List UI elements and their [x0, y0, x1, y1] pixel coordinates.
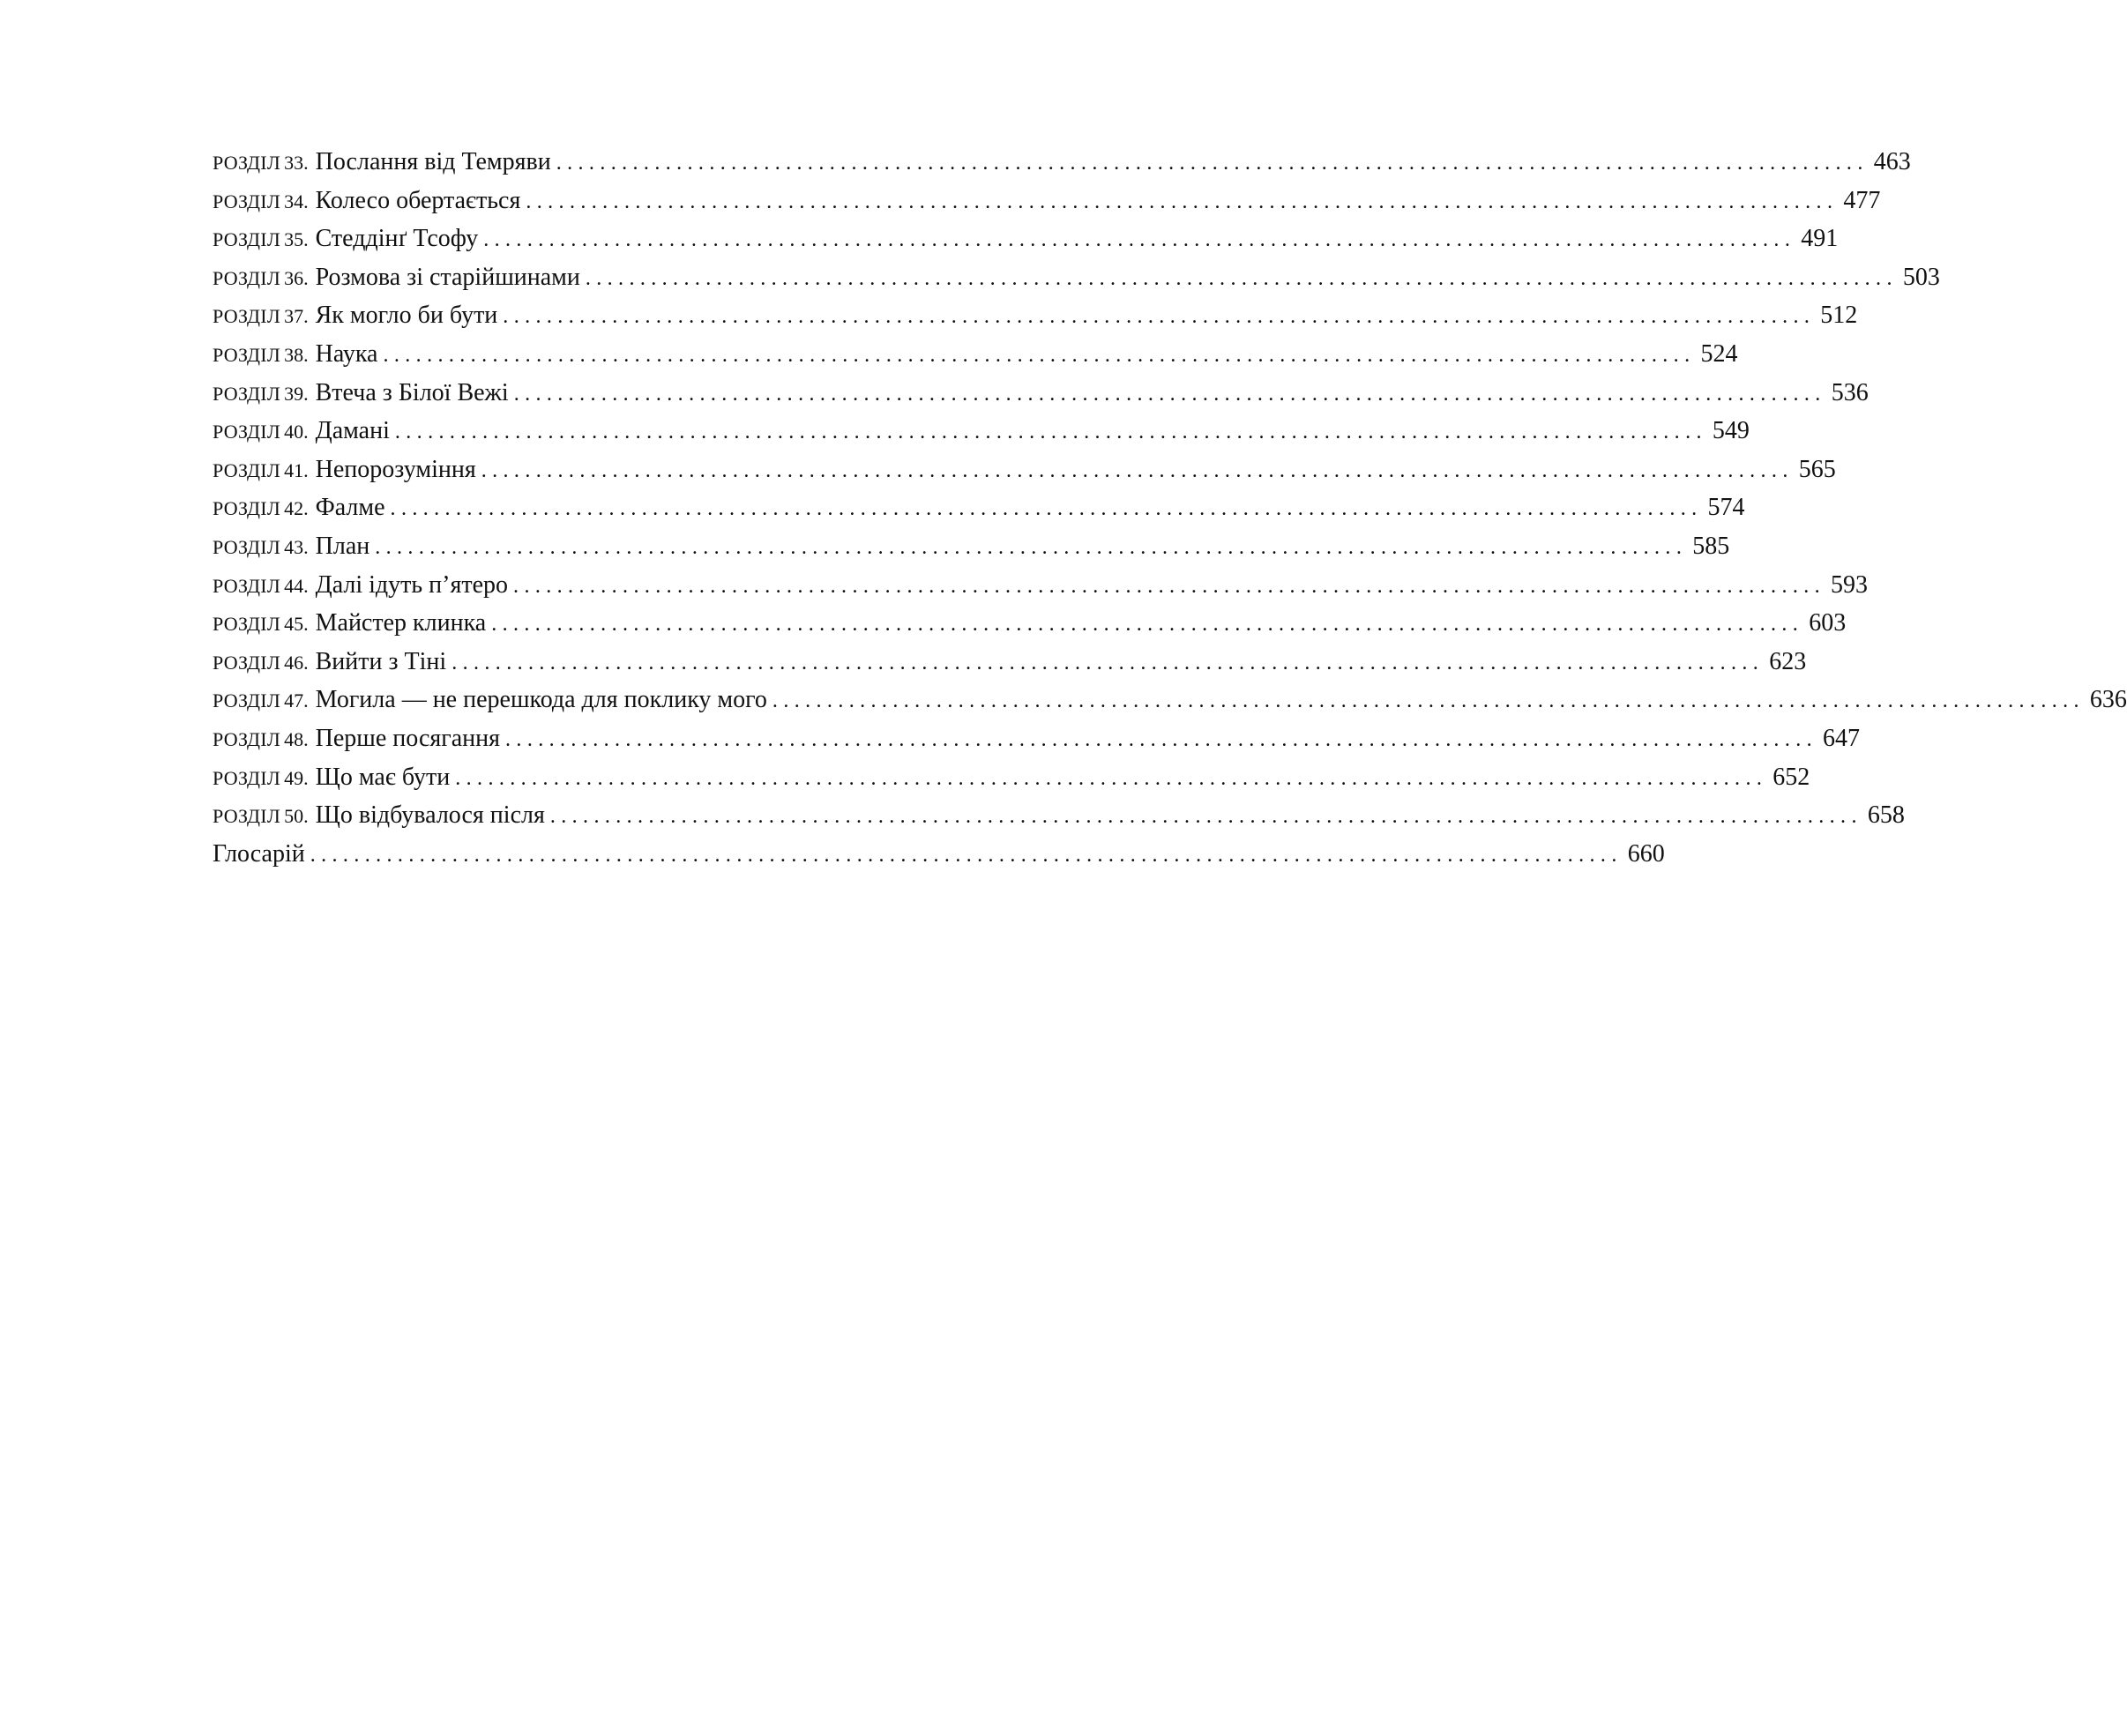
chapter-number-dot: .: [303, 458, 309, 481]
chapter-title: Що відбувалося після: [315, 801, 545, 830]
chapter-prefix: РОЗДІЛ: [213, 190, 281, 212]
toc-entry[interactable]: [213, 220, 1839, 258]
chapter-number: 49: [284, 766, 304, 789]
chapter-title: Вийти з Тіні: [315, 647, 447, 675]
chapter-number-dot: .: [303, 305, 309, 328]
chapter-title: Наука: [315, 339, 378, 368]
chapter-title: Розмова зі старійшинами: [315, 263, 580, 291]
toc-entry[interactable]: [213, 604, 1847, 643]
chapter-number-dot: .: [303, 651, 309, 674]
toc-entry[interactable]: [213, 296, 1858, 335]
page-number: 503: [1902, 263, 1940, 291]
chapter-number-dot: .: [303, 613, 309, 636]
toc-entry[interactable]: [213, 374, 1869, 413]
chapter-number-dot: .: [303, 574, 309, 597]
chapter-number: 48: [284, 727, 304, 750]
toc-entry[interactable]: [213, 258, 1940, 297]
chapter-prefix: РОЗДІЛ: [213, 382, 281, 405]
chapter-number: 34: [284, 190, 304, 212]
dot-leader: ........................................................................................................................: [383, 343, 1696, 367]
chapter-title: Майстер клинка: [315, 609, 487, 637]
chapter-number-dot: .: [303, 421, 309, 443]
glossary-title: Глосарій: [213, 839, 305, 868]
chapter-title: Непорозуміння: [315, 455, 476, 483]
page-number: 549: [1712, 417, 1750, 445]
page-number: 524: [1700, 339, 1738, 368]
chapter-prefix: РОЗДІЛ: [213, 766, 281, 789]
dot-leader: ........................................................................................................................: [310, 843, 1623, 867]
chapter-number: 46: [284, 651, 304, 674]
chapter-title: Перше посягання: [315, 724, 501, 752]
toc-entry[interactable]: [213, 643, 1807, 682]
chapter-title: Стеддінґ Тсофу: [315, 225, 479, 253]
dot-leader: ........................................................................................................................: [481, 458, 1794, 482]
toc-entry[interactable]: [213, 758, 1810, 797]
chapter-prefix: РОЗДІЛ: [213, 497, 281, 520]
chapter-number-dot: .: [303, 766, 309, 789]
dot-leader: ........................................................................................................................: [491, 613, 1804, 637]
chapter-number: 43: [284, 535, 304, 558]
dot-leader: ........................................................................................................................: [503, 305, 1816, 329]
toc-entry[interactable]: [213, 796, 1905, 835]
page-number: 603: [1809, 609, 1847, 637]
page-number: 636: [2089, 686, 2127, 714]
page-number: 512: [1820, 302, 1858, 330]
chapter-prefix: РОЗДІЛ: [213, 152, 281, 174]
dot-leader: ........................................................................................................................: [483, 228, 1796, 252]
dot-leader: ........................................................................................................................: [526, 190, 1839, 213]
chapter-prefix: РОЗДІЛ: [213, 689, 281, 712]
toc-entry[interactable]: [213, 566, 1869, 605]
chapter-prefix: РОЗДІЛ: [213, 228, 281, 251]
chapter-title: План: [315, 532, 370, 560]
page-number: 623: [1769, 647, 1807, 675]
dot-leader: ........................................................................................................................: [556, 152, 1869, 175]
chapter-title: Як могло би бути: [315, 302, 498, 330]
toc-entry[interactable]: [213, 681, 2127, 719]
dot-leader: ........................................................................................................................: [585, 266, 1898, 290]
chapter-title: Фалме: [315, 494, 385, 522]
chapter-number: 36: [284, 266, 304, 289]
page-number: 477: [1843, 186, 1881, 214]
page-number: 463: [1873, 148, 1911, 175]
page-number: 536: [1831, 378, 1869, 406]
chapter-prefix: РОЗДІЛ: [213, 651, 281, 674]
chapter-prefix: РОЗДІЛ: [213, 421, 281, 443]
dot-leader: ........................................................................................................................: [772, 689, 2085, 713]
chapter-number: 38: [284, 343, 304, 366]
chapter-number: 47: [284, 689, 304, 712]
chapter-prefix: РОЗДІЛ: [213, 805, 281, 828]
chapter-prefix: РОЗДІЛ: [213, 266, 281, 289]
toc-entry-glossary[interactable]: [213, 835, 1665, 874]
chapter-number: 33: [284, 152, 304, 174]
chapter-number-dot: .: [303, 689, 309, 712]
chapter-prefix: РОЗДІЛ: [213, 343, 281, 366]
page-number: 574: [1707, 494, 1745, 522]
chapter-title: Далі ідуть п’ятеро: [315, 570, 509, 599]
chapter-number-dot: .: [303, 228, 309, 251]
page-number: 647: [1823, 724, 1861, 752]
chapter-number: 42: [284, 497, 304, 520]
chapter-number: 35: [284, 228, 304, 251]
toc-entry[interactable]: [213, 412, 1750, 451]
dot-leader: ........................................................................................................................: [505, 727, 1818, 751]
page-number: 565: [1798, 455, 1836, 483]
chapter-prefix: РОЗДІЛ: [213, 613, 281, 636]
chapter-prefix: РОЗДІЛ: [213, 535, 281, 558]
chapter-number: 44: [284, 574, 304, 597]
chapter-number-dot: .: [303, 266, 309, 289]
chapter-number: 37: [284, 305, 304, 328]
chapter-number: 50: [284, 805, 304, 828]
dot-leader: ........................................................................................................................: [394, 421, 1707, 444]
dot-leader: ........................................................................................................................: [375, 535, 1688, 559]
chapter-title: Втеча з Білої Вежі: [315, 378, 509, 406]
page-number: 593: [1831, 570, 1869, 599]
page-number: 491: [1801, 225, 1839, 253]
chapter-prefix: РОЗДІЛ: [213, 305, 281, 328]
dot-leader: ........................................................................................................................: [513, 382, 1826, 406]
chapter-number: 41: [284, 458, 304, 481]
page-number: 652: [1772, 763, 1810, 791]
toc-entry[interactable]: [213, 719, 1861, 758]
toc-entry[interactable]: [213, 527, 1730, 566]
chapter-number-dot: .: [303, 343, 309, 366]
chapter-title: Дамані: [315, 417, 390, 445]
dot-leader: ........................................................................................................................: [452, 651, 1765, 674]
chapter-number: 39: [284, 382, 304, 405]
page-number: 660: [1627, 839, 1665, 868]
chapter-number-dot: .: [303, 805, 309, 828]
chapter-prefix: РОЗДІЛ: [213, 727, 281, 750]
chapter-title: Колесо обертається: [315, 186, 521, 214]
chapter-title: Що має бути: [315, 763, 451, 791]
toc-entry[interactable]: [213, 182, 1881, 220]
dot-leader: ........................................................................................................................: [549, 805, 1862, 829]
dot-leader: ........................................................................................................................: [390, 497, 1703, 521]
chapter-title: Могила — не перешкода для поклику мого: [315, 686, 767, 714]
chapter-number: 45: [284, 613, 304, 636]
toc-entry[interactable]: [213, 451, 1836, 489]
page-number: 658: [1867, 801, 1905, 830]
chapter-number-dot: .: [303, 535, 309, 558]
chapter-prefix: РОЗДІЛ: [213, 458, 281, 481]
chapter-number-dot: .: [303, 727, 309, 750]
chapter-number-dot: .: [303, 152, 309, 174]
dot-leader: ........................................................................................................................: [513, 574, 1826, 598]
chapter-number: 40: [284, 421, 304, 443]
chapter-prefix: РОЗДІЛ: [213, 574, 281, 597]
chapter-number-dot: .: [303, 497, 309, 520]
toc-entry[interactable]: [213, 143, 1911, 182]
page-number: 585: [1692, 532, 1730, 560]
dot-leader: ........................................................................................................................: [455, 766, 1768, 790]
table-of-contents: [213, 143, 2127, 873]
toc-entry[interactable]: [213, 335, 1738, 374]
chapter-title: Послання від Темряви: [315, 148, 551, 175]
chapter-number-dot: .: [303, 382, 309, 405]
chapter-number-dot: .: [303, 190, 309, 212]
toc-entry[interactable]: [213, 488, 1745, 527]
